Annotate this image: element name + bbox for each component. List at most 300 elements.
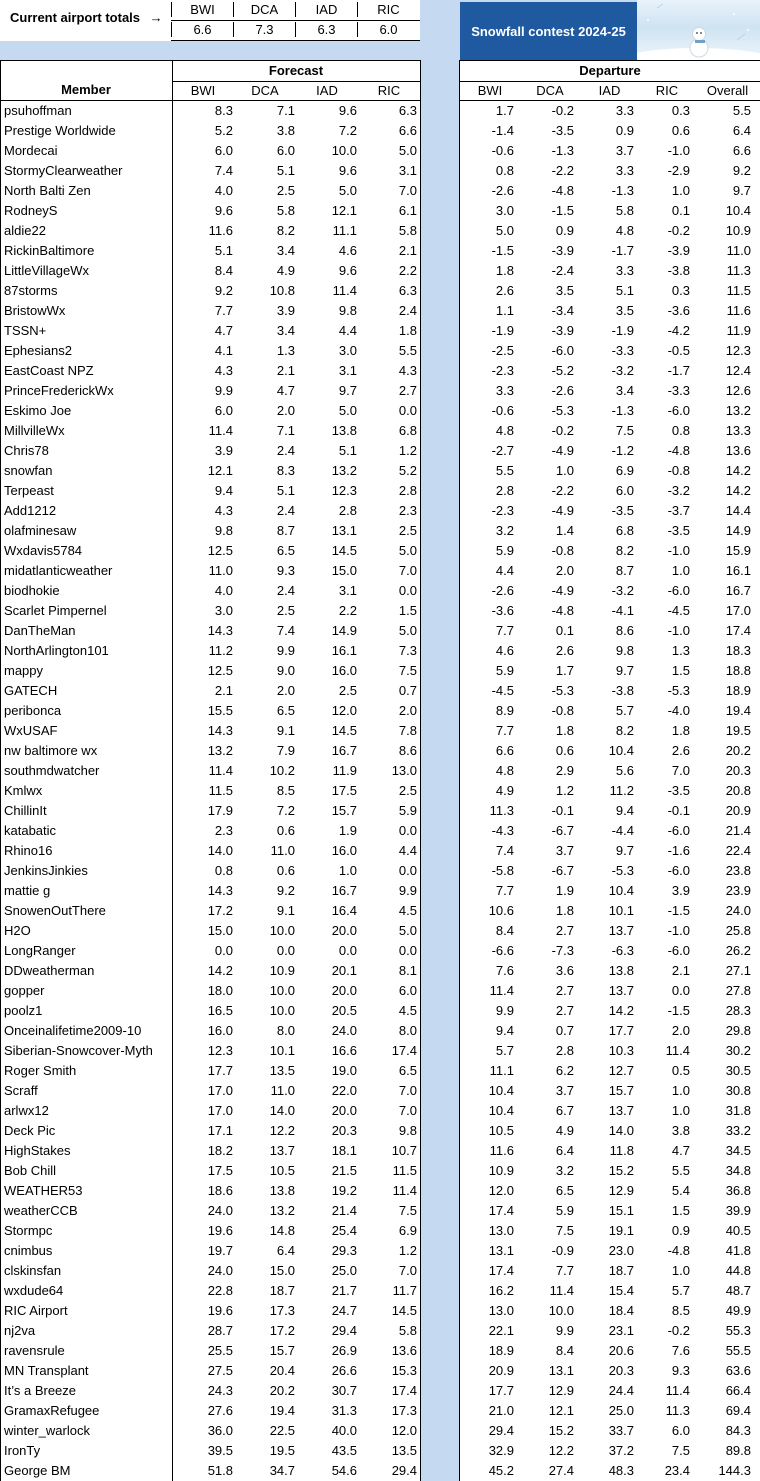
table-row xyxy=(0,281,760,301)
overall-departure: 11.5 xyxy=(726,283,751,298)
forecast-value: 10.0 xyxy=(269,983,295,998)
departure-value: 12.9 xyxy=(548,1383,574,1398)
forecast-value: 0.0 xyxy=(398,943,417,958)
forecast-value: 6.6 xyxy=(398,123,417,138)
departure-value: 1.5 xyxy=(671,663,690,678)
departure-value: 5.5 xyxy=(495,463,514,478)
forecast-value: 2.3 xyxy=(398,503,417,518)
forecast-value: 7.0 xyxy=(398,183,417,198)
departure-value: 5.4 xyxy=(671,1183,690,1198)
member-name: weatherCCB xyxy=(4,1203,78,1218)
forecast-value: 21.7 xyxy=(331,1283,357,1298)
departure-value: 2.9 xyxy=(555,763,574,778)
member-name: HighStakes xyxy=(4,1143,71,1158)
departure-value: 33.7 xyxy=(608,1423,634,1438)
forecast-value: 18.2 xyxy=(207,1143,233,1158)
table-row xyxy=(0,1341,760,1361)
forecast-value: 16.7 xyxy=(331,883,357,898)
airport-label-iad: IAD xyxy=(295,2,357,17)
arrow-right-icon: → xyxy=(149,10,163,25)
member-name: LittleVillageWx xyxy=(4,263,90,278)
forecast-value: 7.1 xyxy=(276,423,295,438)
table-row xyxy=(0,161,760,181)
forecast-value: 6.8 xyxy=(398,423,417,438)
forecast-value: 11.9 xyxy=(332,763,357,778)
forecast-value: 5.2 xyxy=(398,463,417,478)
forecast-value: 17.2 xyxy=(207,903,233,918)
departure-value: 1.9 xyxy=(555,883,574,898)
forecast-value: 19.6 xyxy=(207,1223,233,1238)
departure-value: 5.1 xyxy=(615,283,634,298)
departure-value: 0.9 xyxy=(615,123,634,138)
overall-departure: 34.8 xyxy=(725,1163,751,1178)
forecast-value: 1.3 xyxy=(276,343,295,358)
departure-value: 4.8 xyxy=(495,763,514,778)
departure-value: 10.5 xyxy=(488,1123,514,1138)
departure-value: -4.4 xyxy=(611,823,634,838)
member-name: peribonca xyxy=(4,703,62,718)
forecast-value: 22.0 xyxy=(331,1083,357,1098)
table-row xyxy=(0,861,760,881)
departure-value: 7.7 xyxy=(495,623,514,638)
forecast-value: 5.0 xyxy=(338,183,357,198)
forecast-value: 7.2 xyxy=(276,803,295,818)
forecast-value: 17.2 xyxy=(269,1323,295,1338)
overall-departure: 31.8 xyxy=(725,1103,751,1118)
departure-value: 13.8 xyxy=(608,963,634,978)
forecast-value: 4.3 xyxy=(398,363,417,378)
table-row xyxy=(0,801,760,821)
table-row xyxy=(0,1121,760,1141)
departure-value: 15.4 xyxy=(608,1283,634,1298)
forecast-value: 3.9 xyxy=(214,443,233,458)
forecast-value: 14.5 xyxy=(391,1303,417,1318)
forecast-value: 12.1 xyxy=(331,203,357,218)
member-name: Rhino16 xyxy=(4,843,53,858)
overall-departure: 21.4 xyxy=(725,823,751,838)
overall-departure: 66.4 xyxy=(725,1383,751,1398)
forecast-value: 15.7 xyxy=(331,803,357,818)
forecast-value: 7.5 xyxy=(398,663,417,678)
forecast-value: 18.1 xyxy=(331,1143,357,1158)
overall-departure: 15.9 xyxy=(725,543,751,558)
departure-value: 3.0 xyxy=(495,203,514,218)
current-totals-label-text: Current airport totals xyxy=(10,10,141,25)
departure-value: 8.2 xyxy=(615,723,634,738)
departure-value: 1.8 xyxy=(495,263,514,278)
departure-value: 7.0 xyxy=(671,763,690,778)
contest-banner xyxy=(460,2,637,61)
departure-value: 17.4 xyxy=(488,1203,514,1218)
departure-value: 5.7 xyxy=(615,703,634,718)
forecast-value: 2.4 xyxy=(398,303,417,318)
forecast-value: 29.4 xyxy=(391,1463,417,1478)
forecast-value: 8.0 xyxy=(276,1023,295,1038)
overall-departure: 18.8 xyxy=(725,663,751,678)
member-name: MN Transplant xyxy=(4,1363,89,1378)
departure-value: 1.1 xyxy=(495,303,514,318)
departure-value: -2.2 xyxy=(551,483,574,498)
table-row xyxy=(0,541,760,561)
member-header: Member xyxy=(61,82,111,97)
departure-value: -4.5 xyxy=(491,683,514,698)
forecast-value: 2.5 xyxy=(338,683,357,698)
member-name: LongRanger xyxy=(4,943,76,958)
forecast-value: 7.0 xyxy=(398,563,417,578)
forecast-value: 0.6 xyxy=(276,823,295,838)
forecast-value: 40.0 xyxy=(331,1423,357,1438)
table-row xyxy=(0,1061,760,1081)
table-row xyxy=(0,1261,760,1281)
departure-value: -1.6 xyxy=(667,843,690,858)
departure-value: 8.5 xyxy=(671,1303,690,1318)
departure-value: -4.1 xyxy=(611,603,634,618)
table-row xyxy=(0,221,760,241)
forecast-value: 15.5 xyxy=(207,703,233,718)
departure-value: 29.4 xyxy=(488,1423,514,1438)
departure-value: 7.7 xyxy=(495,723,514,738)
departure-value: 8.7 xyxy=(615,563,634,578)
forecast-value: 4.9 xyxy=(276,263,295,278)
departure-value: 0.6 xyxy=(555,743,574,758)
forecast-value: 9.1 xyxy=(276,723,295,738)
departure-value: -2.5 xyxy=(491,343,514,358)
departure-value: 1.8 xyxy=(671,723,690,738)
departure-value: 4.8 xyxy=(495,423,514,438)
forecast-value: 36.0 xyxy=(207,1423,233,1438)
overall-departure: 16.7 xyxy=(725,583,751,598)
forecast-value: 14.2 xyxy=(207,963,233,978)
departure-value: 6.8 xyxy=(615,523,634,538)
departure-value: 18.9 xyxy=(488,1343,514,1358)
table-row xyxy=(0,1201,760,1221)
forecast-value: 14.3 xyxy=(207,883,233,898)
departure-value: 19.1 xyxy=(608,1223,634,1238)
forecast-value: 13.6 xyxy=(391,1343,417,1358)
table-row xyxy=(0,901,760,921)
departure-value: 7.4 xyxy=(495,843,514,858)
departure-value: 7.7 xyxy=(555,1263,574,1278)
departure-value: 1.0 xyxy=(671,183,690,198)
departure-value: 7.5 xyxy=(671,1443,690,1458)
departure-value: 17.7 xyxy=(608,1023,634,1038)
table-row xyxy=(0,101,760,121)
departure-value: 6.9 xyxy=(615,463,634,478)
forecast-value: 24.3 xyxy=(207,1383,233,1398)
overall-departure: 44.8 xyxy=(725,1263,751,1278)
departure-value: -3.2 xyxy=(667,483,690,498)
departure-value: 8.4 xyxy=(495,923,514,938)
table-row xyxy=(0,981,760,1001)
departure-value: -6.3 xyxy=(611,943,634,958)
member-name: wxdude64 xyxy=(4,1283,64,1298)
forecast-value: 14.5 xyxy=(331,543,357,558)
airport-total-dca: 7.3 xyxy=(233,22,295,37)
departure-value: 45.2 xyxy=(488,1463,514,1478)
departure-value: -1.5 xyxy=(491,243,514,258)
member-name: GramaxRefugee xyxy=(4,1403,100,1418)
table-row xyxy=(0,1161,760,1181)
forecast-value: 0.0 xyxy=(398,823,417,838)
forecast-value: 19.6 xyxy=(207,1303,233,1318)
member-name: ravensrule xyxy=(4,1343,65,1358)
table-row xyxy=(0,1181,760,1201)
forecast-value: 9.7 xyxy=(338,383,357,398)
current-totals-bottom-border xyxy=(171,40,420,41)
table-row xyxy=(0,941,760,961)
forecast-value: 9.9 xyxy=(214,383,233,398)
departure-value: -4.3 xyxy=(491,823,514,838)
forecast-value: 6.0 xyxy=(276,143,295,158)
departure-value: 20.6 xyxy=(608,1343,634,1358)
departure-value: 2.7 xyxy=(555,1003,574,1018)
forecast-value: 17.9 xyxy=(207,803,233,818)
table-row xyxy=(0,881,760,901)
departure-value: 10.9 xyxy=(488,1163,514,1178)
forecast-value: 6.0 xyxy=(214,143,233,158)
table-row xyxy=(0,1021,760,1041)
member-name: George BM xyxy=(4,1463,71,1478)
forecast-value: 11.2 xyxy=(208,643,233,658)
forecast-value: 24.0 xyxy=(207,1263,233,1278)
forecast-value: 8.2 xyxy=(276,223,295,238)
member-name: Ephesians2 xyxy=(4,343,72,358)
forecast-value: 20.4 xyxy=(269,1363,295,1378)
forecast-value: 7.0 xyxy=(398,1103,417,1118)
departure-value: 10.4 xyxy=(488,1103,514,1118)
forecast-value: 0.0 xyxy=(338,943,357,958)
departure-value: 37.2 xyxy=(608,1443,634,1458)
forecast-value: 24.0 xyxy=(207,1203,233,1218)
departure-value: -2.4 xyxy=(551,263,574,278)
departure-value: -1.4 xyxy=(491,123,514,138)
departure-value: 11.1 xyxy=(489,1063,514,1078)
forecast-value: 1.8 xyxy=(398,323,417,338)
overall-departure: 25.8 xyxy=(725,923,751,938)
forecast-value: 16.0 xyxy=(331,663,357,678)
table-row xyxy=(0,421,760,441)
departure-value: 3.8 xyxy=(671,1123,690,1138)
overall-departure: 28.3 xyxy=(725,1003,751,1018)
forecast-value: 6.0 xyxy=(398,983,417,998)
forecast-value: 4.6 xyxy=(338,243,357,258)
departure-value: -3.5 xyxy=(611,503,634,518)
table-row xyxy=(0,1101,760,1121)
departure-value: 13.7 xyxy=(608,923,634,938)
forecast-value: 12.1 xyxy=(207,463,233,478)
forecast-value: 19.5 xyxy=(269,1443,295,1458)
forecast-value: 5.8 xyxy=(398,1323,417,1338)
member-name: TSSN+ xyxy=(4,323,47,338)
overall-departure: 40.5 xyxy=(725,1223,751,1238)
airport-total-ric: 6.0 xyxy=(357,22,419,37)
member-name: JenkinsJinkies xyxy=(4,863,88,878)
departure-value: 10.4 xyxy=(488,1083,514,1098)
member-name: North Balti Zen xyxy=(4,183,91,198)
departure-value: 2.8 xyxy=(555,1043,574,1058)
departure-value: 15.1 xyxy=(608,1203,634,1218)
departure-value: 7.6 xyxy=(671,1343,690,1358)
forecast-value: 31.3 xyxy=(331,1403,357,1418)
forecast-value: 10.1 xyxy=(269,1043,295,1058)
forecast-value: 2.2 xyxy=(398,263,417,278)
departure-value: -3.2 xyxy=(611,583,634,598)
member-name: BristowWx xyxy=(4,303,66,318)
departure-value: -1.7 xyxy=(667,363,690,378)
forecast-value: 20.2 xyxy=(269,1383,295,1398)
table-row xyxy=(0,1441,760,1461)
departure-value: -0.2 xyxy=(551,103,574,118)
departure-value: -1.9 xyxy=(611,323,634,338)
table-row xyxy=(0,841,760,861)
departure-col-overall: Overall xyxy=(706,83,749,98)
member-name: poolz1 xyxy=(4,1003,43,1018)
departure-value: -4.8 xyxy=(667,1243,690,1258)
forecast-value: 22.8 xyxy=(207,1283,233,1298)
departure-value: 6.0 xyxy=(671,1423,690,1438)
member-name: katabatic xyxy=(4,823,57,838)
departure-value: 1.7 xyxy=(495,103,514,118)
forecast-value: 39.5 xyxy=(207,1443,233,1458)
forecast-value: 13.0 xyxy=(391,763,417,778)
departure-value: 8.4 xyxy=(555,1343,574,1358)
overall-departure: 20.3 xyxy=(725,763,751,778)
table-row xyxy=(0,1281,760,1301)
overall-departure: 84.3 xyxy=(725,1423,751,1438)
overall-departure: 49.9 xyxy=(725,1303,751,1318)
departure-value: 1.5 xyxy=(671,1203,690,1218)
departure-value: 4.7 xyxy=(671,1143,690,1158)
member-name: snowfan xyxy=(4,463,53,478)
departure-value: 6.5 xyxy=(555,1183,574,1198)
forecast-value: 11.7 xyxy=(392,1283,417,1298)
member-name: biodhokie xyxy=(4,583,60,598)
forecast-value: 2.7 xyxy=(398,383,417,398)
departure-value: 3.9 xyxy=(671,883,690,898)
forecast-value: 15.7 xyxy=(269,1343,295,1358)
overall-departure: 39.9 xyxy=(725,1203,751,1218)
forecast-value: 17.1 xyxy=(207,1123,233,1138)
departure-value: 13.0 xyxy=(488,1303,514,1318)
contest-title: Snowfall contest 2024-25 xyxy=(471,24,626,39)
departure-value: 5.0 xyxy=(495,223,514,238)
departure-value: -0.2 xyxy=(667,1323,690,1338)
airport-label-ric: RIC xyxy=(357,2,419,17)
departure-value: -4.8 xyxy=(551,183,574,198)
forecast-value: 9.6 xyxy=(338,163,357,178)
forecast-value: 2.1 xyxy=(398,243,417,258)
departure-value: 2.6 xyxy=(495,283,514,298)
overall-departure: 6.6 xyxy=(732,143,751,158)
member-name: olafminesaw xyxy=(4,523,77,538)
overall-departure: 36.8 xyxy=(725,1183,751,1198)
forecast-value: 10.5 xyxy=(269,1163,295,1178)
overall-departure: 12.4 xyxy=(725,363,751,378)
forecast-value: 16.4 xyxy=(331,903,357,918)
departure-header: Departure xyxy=(579,63,641,78)
overall-departure: 14.4 xyxy=(725,503,751,518)
forecast-value: 11.0 xyxy=(208,563,233,578)
overall-departure: 55.5 xyxy=(725,1343,751,1358)
departure-value: -1.7 xyxy=(611,243,634,258)
forecast-value: 15.3 xyxy=(391,1363,417,1378)
departure-value: 1.2 xyxy=(555,783,574,798)
forecast-value: 26.9 xyxy=(331,1343,357,1358)
forecast-value: 9.6 xyxy=(214,203,233,218)
departure-value: -0.8 xyxy=(551,543,574,558)
table-row xyxy=(0,441,760,461)
departure-value: 6.4 xyxy=(555,1143,574,1158)
forecast-value: 2.2 xyxy=(338,603,357,618)
departure-value: 10.4 xyxy=(608,743,634,758)
departure-value: 13.1 xyxy=(488,1243,514,1258)
forecast-value: 16.0 xyxy=(331,843,357,858)
airport-label-bwi: BWI xyxy=(171,2,233,17)
departure-value: -2.2 xyxy=(551,163,574,178)
departure-value: 5.7 xyxy=(671,1283,690,1298)
overall-departure: 9.7 xyxy=(732,183,751,198)
departure-value: 7.7 xyxy=(495,883,514,898)
forecast-value: 0.0 xyxy=(398,863,417,878)
forecast-value: 19.0 xyxy=(331,1063,357,1078)
forecast-value: 10.9 xyxy=(269,963,295,978)
departure-value: -6.0 xyxy=(667,823,690,838)
overall-departure: 17.4 xyxy=(725,623,751,638)
forecast-value: 15.0 xyxy=(331,563,357,578)
member-name: RIC Airport xyxy=(4,1303,68,1318)
member-name: WxUSAF xyxy=(4,723,58,738)
member-name: Mordecai xyxy=(4,143,58,158)
table-row xyxy=(0,1321,760,1341)
overall-departure: 26.2 xyxy=(725,943,751,958)
table-row xyxy=(0,681,760,701)
departure-value: -7.3 xyxy=(551,943,574,958)
forecast-value: 9.8 xyxy=(214,523,233,538)
forecast-value: 3.1 xyxy=(338,363,357,378)
table-row xyxy=(0,961,760,981)
departure-value: -5.3 xyxy=(611,863,634,878)
forecast-value: 4.1 xyxy=(214,343,233,358)
departure-value: 1.0 xyxy=(555,463,574,478)
table-row xyxy=(0,1081,760,1101)
table-row xyxy=(0,261,760,281)
forecast-value: 4.0 xyxy=(214,183,233,198)
departure-value: -0.1 xyxy=(667,803,690,818)
departure-value: 6.0 xyxy=(615,483,634,498)
forecast-value: 21.4 xyxy=(331,1203,357,1218)
forecast-value: 6.5 xyxy=(276,703,295,718)
departure-value: 12.9 xyxy=(608,1183,634,1198)
departure-value: 5.9 xyxy=(495,543,514,558)
table-row xyxy=(0,1001,760,1021)
forecast-value: 3.8 xyxy=(276,123,295,138)
forecast-value: 11.4 xyxy=(332,283,357,298)
departure-value: 11.3 xyxy=(665,1403,690,1418)
table-row xyxy=(0,661,760,681)
overall-departure: 63.6 xyxy=(725,1363,751,1378)
member-name: gopper xyxy=(4,983,45,998)
forecast-value: 4.5 xyxy=(398,903,417,918)
departure-value: -0.8 xyxy=(551,703,574,718)
departure-value: -2.9 xyxy=(667,163,690,178)
forecast-value: 13.8 xyxy=(331,423,357,438)
member-name: nj2va xyxy=(4,1323,36,1338)
overall-departure: 13.2 xyxy=(725,403,751,418)
departure-value: 3.3 xyxy=(615,103,634,118)
departure-value: 7.5 xyxy=(555,1223,574,1238)
forecast-col-bwi: BWI xyxy=(190,83,216,98)
departure-value: 9.9 xyxy=(555,1323,574,1338)
